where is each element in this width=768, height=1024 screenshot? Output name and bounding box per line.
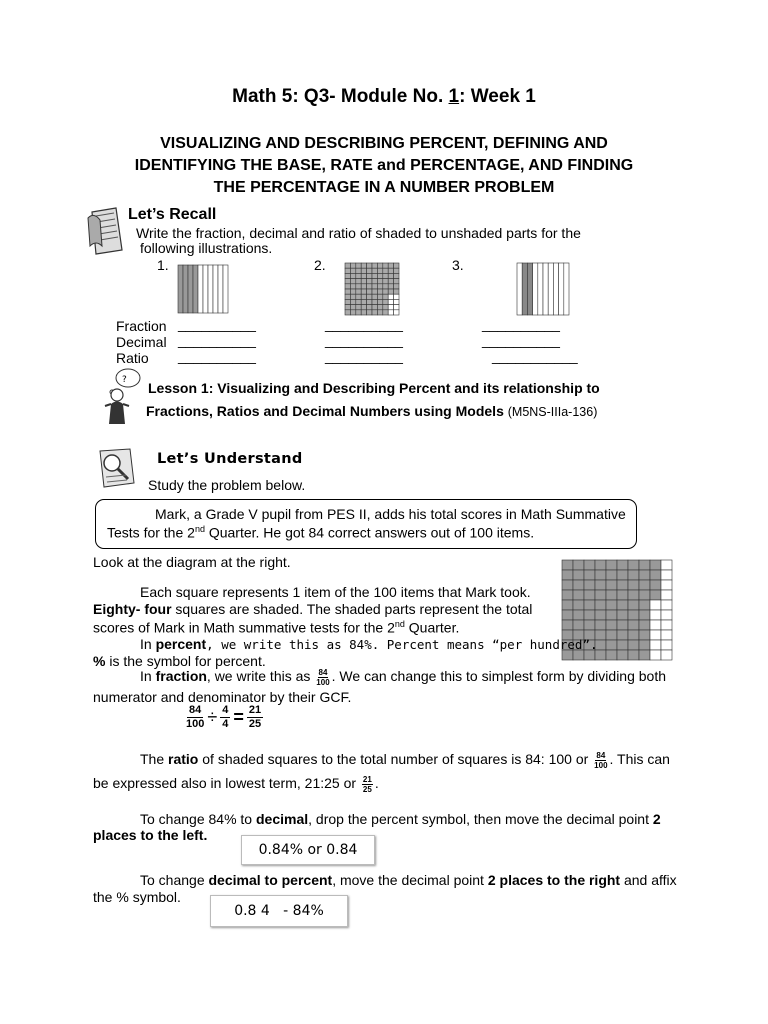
hundred-grid-cell — [639, 630, 650, 640]
hundred-grid-cell — [584, 620, 595, 630]
grid-cell — [394, 289, 399, 294]
hundred-grid-cell — [661, 620, 672, 630]
hundred-grid-cell — [584, 560, 595, 570]
grid-cell — [350, 289, 355, 294]
hundred-grid-cell — [606, 640, 617, 650]
hundred-grid-cell — [661, 610, 672, 620]
strip-cell — [188, 265, 193, 313]
grid-cell — [383, 284, 388, 289]
illustration-label-3: 3. — [452, 257, 464, 273]
hundred-grid-cell — [617, 590, 628, 600]
grid-cell — [350, 268, 355, 273]
hundred-grid-cell — [573, 600, 584, 610]
illustration-label-2: 2. — [314, 257, 326, 273]
paragraph-gcf: numerator and denominator by their GCF. — [93, 689, 352, 705]
grid-cell — [394, 294, 399, 299]
recall-heading: Let’s Recall — [128, 206, 217, 223]
grid-cell — [350, 305, 355, 310]
grid-cell — [356, 310, 361, 315]
strip-cell — [178, 265, 183, 313]
hundred-grid-cell — [628, 600, 639, 610]
hundred-grid-cell — [650, 590, 661, 600]
strip-cell — [527, 263, 532, 315]
grid-cell — [383, 294, 388, 299]
grid-cell — [356, 299, 361, 304]
hundred-grid-cell — [628, 570, 639, 580]
hundred-grid-cell — [584, 580, 595, 590]
hundred-grid-cell — [639, 650, 650, 660]
hundred-grid-cell — [628, 650, 639, 660]
hundred-grid-cell — [606, 580, 617, 590]
lesson-title-line1: Lesson 1: Visualizing and Describing Percent and its relationship to — [148, 380, 600, 396]
hundred-grid-cell — [573, 620, 584, 630]
grid-cell — [394, 279, 399, 284]
answer-blanks-2[interactable]: __________ __________ __________ — [325, 316, 403, 364]
hundred-grid-cell — [628, 610, 639, 620]
hundred-grid-cell — [650, 650, 661, 660]
grid-cell — [356, 268, 361, 273]
grid-cell — [377, 289, 382, 294]
grid-cell — [361, 279, 366, 284]
strip-cell — [538, 263, 543, 315]
paragraph-each-square: Each square represents 1 item of the 100 items that Mark took. — [140, 584, 531, 600]
fraction-label: Fraction — [116, 318, 167, 334]
paragraph-ratio: The ratio of shaded squares to the total number of squares is 84: 100 or $\frac{84}{100}$ . This can — [140, 751, 670, 770]
grid-cell — [367, 305, 372, 310]
page-title: Math 5: Q3- Module No. 1: Week 1 — [232, 86, 536, 107]
recall-instruction-cont: following illustrations. — [140, 240, 273, 256]
grid-cell — [383, 263, 388, 268]
grid-cell — [350, 279, 355, 284]
hundred-grid-cell — [617, 610, 628, 620]
hundred-grid-cell — [650, 580, 661, 590]
hundred-grid-cell — [617, 620, 628, 630]
hundred-grid-cell — [617, 600, 628, 610]
gcf-equation: $\frac{84}{100}$ ÷ $\frac{4}{4}$ = $\frac{21}{25}$ — [186, 704, 262, 730]
grid-cell — [361, 294, 366, 299]
strip-cell — [564, 263, 569, 315]
grid-cell — [350, 263, 355, 268]
hundred-grid-cell — [595, 590, 606, 600]
percent-example-image: 0.8 4 - 84% — [210, 895, 348, 927]
hundred-grid-cell — [650, 560, 661, 570]
strip-cell — [213, 265, 218, 313]
grid-cell — [361, 289, 366, 294]
grid-cell — [361, 305, 366, 310]
hundred-grid-cell — [617, 630, 628, 640]
paragraph-eighty-four: Eighty- four squares are shaded. The shaded parts represent the total — [93, 601, 533, 617]
grid-cell — [350, 273, 355, 278]
recall-instruction: Write the fraction, decimal and ratio of shaded to unshaded parts for the — [136, 225, 581, 241]
hundred-grid-cell — [639, 610, 650, 620]
grid-cell — [345, 263, 350, 268]
lesson-title-line2: Fractions, Ratios and Decimal Numbers using Models (M5NS-IIIa-136) — [146, 403, 598, 419]
hundred-grid-cell — [617, 640, 628, 650]
grid-cell — [345, 305, 350, 310]
grid-cell — [361, 268, 366, 273]
paragraph-affix-symbol: the % symbol. — [93, 889, 181, 905]
strip-cell — [203, 265, 208, 313]
grid-cell — [394, 273, 399, 278]
strip-cell — [223, 265, 228, 313]
grid-cell — [356, 284, 361, 289]
strip-cell — [522, 263, 527, 315]
grid-cell — [367, 263, 372, 268]
grid-cell — [372, 279, 377, 284]
grid-cell — [388, 273, 393, 278]
grid-cell — [377, 263, 382, 268]
grid-cell — [356, 279, 361, 284]
paragraph-fraction: In fraction, we write this as $\frac{84}{100}$ . We can change this to simplest form by dividing both — [140, 668, 667, 687]
grid-cell — [356, 273, 361, 278]
hundred-grid-cell — [606, 600, 617, 610]
grid-cell — [377, 294, 382, 299]
hundred-grid-cell — [573, 570, 584, 580]
grid-cell — [372, 273, 377, 278]
grid-cell — [377, 310, 382, 315]
hundred-grid-cell — [628, 640, 639, 650]
strip-cell — [553, 263, 558, 315]
hundred-grid-cell — [595, 610, 606, 620]
hundred-grid-cell — [573, 580, 584, 590]
strip-cell — [218, 265, 223, 313]
grid-cell — [345, 284, 350, 289]
hundred-grid-cell — [606, 570, 617, 580]
ratio-label: Ratio — [116, 350, 149, 366]
hundred-grid-cell — [606, 590, 617, 600]
thinking-student-icon — [100, 366, 144, 424]
grid-cell — [377, 299, 382, 304]
grid-cell — [383, 268, 388, 273]
understand-notes-icon — [96, 447, 140, 491]
grid-cell — [372, 294, 377, 299]
grid-cell — [388, 268, 393, 273]
grid-cell — [350, 294, 355, 299]
hundred-grid-cell — [661, 600, 672, 610]
grid-cell — [394, 268, 399, 273]
hundred-grid-cell — [661, 570, 672, 580]
grid-cell — [372, 268, 377, 273]
grid-cell — [345, 279, 350, 284]
hundred-grid-cell — [562, 620, 573, 630]
hundred-grid-cell — [650, 620, 661, 630]
paragraph-places-left: places to the left. — [93, 827, 208, 843]
strip-cell — [183, 265, 188, 313]
problem-text-line2: Tests for the 2nd Quarter. He got 84 correct answers out of 100 items. — [107, 524, 535, 541]
grid-cell — [394, 305, 399, 310]
strip-cell — [548, 263, 553, 315]
grid-cell — [361, 273, 366, 278]
decimal-example-image: 0.84% or 0.84 — [241, 835, 375, 865]
illustration-label-1: 1. — [157, 257, 169, 273]
hundred-grid-cell — [606, 630, 617, 640]
hundred-grid-cell — [628, 630, 639, 640]
hundred-grid-cell — [584, 600, 595, 610]
hundred-grid-cell — [639, 570, 650, 580]
paragraph-percent: In percent, we write this as 84%. Percent means “per hundred”. — [140, 636, 598, 652]
grid-cell — [394, 299, 399, 304]
grid-cell — [345, 289, 350, 294]
hundred-grid-cell — [628, 590, 639, 600]
hundred-grid-cell — [650, 640, 661, 650]
strip-cell — [559, 263, 564, 315]
illustration-1-strips — [177, 264, 229, 314]
grid-cell — [377, 284, 382, 289]
hundred-grid-cell — [562, 580, 573, 590]
paragraph-lowest-term: be expressed also in lowest term, 21:25 or $\frac{21}{25}$ . — [93, 775, 379, 794]
grid-cell — [383, 299, 388, 304]
grid-cell — [367, 273, 372, 278]
understand-heading: Let’s Understand — [157, 451, 303, 467]
grid-cell — [388, 305, 393, 310]
svg-text:?: ? — [122, 375, 127, 385]
grid-cell — [383, 305, 388, 310]
hundred-grid-cell — [606, 560, 617, 570]
look-diagram-text: Look at the diagram at the right. — [93, 554, 291, 570]
grid-cell — [372, 299, 377, 304]
hundred-grid-cell — [639, 590, 650, 600]
hundred-grid-cell — [661, 640, 672, 650]
grid-cell — [367, 279, 372, 284]
hundred-grid-cell — [562, 590, 573, 600]
grid-cell — [394, 310, 399, 315]
hundred-grid-cell — [617, 650, 628, 660]
illustration-2-grid — [344, 262, 400, 316]
hundred-grid-cell — [650, 630, 661, 640]
hundred-grid-cell — [562, 600, 573, 610]
grid-cell — [361, 263, 366, 268]
hundred-grid-cell — [617, 580, 628, 590]
paragraph-percent-symbol: % is the symbol for percent. — [93, 653, 266, 669]
hundred-grid-cell — [573, 560, 584, 570]
hundred-grid-cell — [573, 590, 584, 600]
hundred-grid-cell — [650, 570, 661, 580]
hundred-grid-cell — [617, 570, 628, 580]
hundred-grid-cell — [595, 620, 606, 630]
hundred-grid-cell — [661, 590, 672, 600]
hundred-grid-cell — [584, 590, 595, 600]
grid-cell — [345, 294, 350, 299]
paragraph-to-decimal: To change 84% to decimal, drop the percent symbol, then move the decimal point 2 — [140, 811, 661, 827]
hundred-grid-cell — [562, 560, 573, 570]
hundred-grid-cell — [639, 640, 650, 650]
grid-cell — [345, 273, 350, 278]
answer-row-labels — [116, 318, 167, 366]
grid-cell — [361, 284, 366, 289]
illustration-3-strips — [516, 262, 570, 316]
grid-cell — [367, 289, 372, 294]
grid-cell — [356, 289, 361, 294]
hundred-grid-cell — [639, 620, 650, 630]
grid-cell — [383, 310, 388, 315]
ratio-fraction-84-100: $\frac{84}{100}$ — [594, 751, 608, 770]
answer-blanks-3[interactable]: __________ __________ ___________ — [482, 316, 578, 364]
strip-cell — [193, 265, 198, 313]
grid-cell — [367, 268, 372, 273]
grid-cell — [388, 294, 393, 299]
grid-cell — [383, 279, 388, 284]
hundred-grid-cell — [595, 560, 606, 570]
decimal-label: Decimal — [116, 334, 167, 350]
grid-cell — [361, 310, 366, 315]
hundred-grid-cell — [661, 650, 672, 660]
problem-text-line1: Mark, a Grade V pupil from PES II, adds his total scores in Math Summative — [155, 506, 626, 522]
grid-cell — [377, 279, 382, 284]
paragraph-total-scores: scores of Mark in Math summative tests for the 2nd Quarter. — [93, 619, 460, 636]
grid-cell — [394, 263, 399, 268]
grid-cell — [372, 284, 377, 289]
grid-cell — [388, 289, 393, 294]
hundred-grid-cell — [628, 580, 639, 590]
grid-cell — [372, 305, 377, 310]
strip-cell — [208, 265, 213, 313]
grid-cell — [350, 299, 355, 304]
grid-cell — [361, 299, 366, 304]
hundred-grid-cell — [595, 580, 606, 590]
grid-cell — [372, 310, 377, 315]
grid-cell — [377, 268, 382, 273]
hundred-grid-cell — [562, 570, 573, 580]
strip-cell — [543, 263, 548, 315]
hundred-grid-cell — [584, 570, 595, 580]
grid-cell — [388, 263, 393, 268]
grid-cell — [383, 289, 388, 294]
grid-cell — [388, 284, 393, 289]
grid-cell — [356, 305, 361, 310]
grid-cell — [350, 310, 355, 315]
lesson-subtitle: VISUALIZING AND DESCRIBING PERCENT, DEFINING AND IDENTIFYING THE BASE, RATE and PERCENTAGE, AND FINDING THE PERCENTAGE IN A NUMBER PROBLEM — [134, 135, 634, 196]
answer-blanks-1[interactable]: __________ __________ __________ — [178, 316, 256, 364]
grid-cell — [367, 294, 372, 299]
hundred-grid-cell — [606, 610, 617, 620]
hundred-grid-cell — [661, 630, 672, 640]
hundred-grid-cell — [617, 560, 628, 570]
grid-cell — [388, 279, 393, 284]
grid-cell — [367, 284, 372, 289]
recall-notes-icon — [86, 206, 128, 256]
grid-cell — [383, 273, 388, 278]
hundred-grid-cell — [584, 610, 595, 620]
hundred-grid-cell — [661, 560, 672, 570]
hundred-grid-cell — [606, 650, 617, 660]
hundred-grid-cell — [606, 620, 617, 630]
grid-cell — [372, 289, 377, 294]
strip-cell — [517, 263, 522, 315]
grid-cell — [388, 310, 393, 315]
hundred-grid-cell — [639, 580, 650, 590]
hundred-grid-cell — [661, 580, 672, 590]
grid-cell — [377, 305, 382, 310]
ratio-fraction-21-25: $\frac{21}{25}$ — [362, 775, 372, 794]
grid-cell — [367, 310, 372, 315]
grid-cell — [345, 310, 350, 315]
hundred-grid-cell — [573, 610, 584, 620]
grid-cell — [345, 268, 350, 273]
hundred-grid-cell — [650, 600, 661, 610]
hundred-grid-cell — [562, 610, 573, 620]
grid-cell — [345, 299, 350, 304]
grid-cell — [367, 299, 372, 304]
strip-cell — [198, 265, 203, 313]
study-instruction: Study the problem below. — [148, 477, 306, 493]
grid-cell — [377, 273, 382, 278]
fraction-84-100: $\frac{84}{100}$ — [316, 668, 330, 687]
grid-cell — [394, 284, 399, 289]
hundred-grid-cell — [628, 620, 639, 630]
hundred-grid-cell — [595, 570, 606, 580]
strip-cell — [533, 263, 538, 315]
hundred-grid-cell — [595, 600, 606, 610]
grid-cell — [372, 263, 377, 268]
grid-cell — [388, 299, 393, 304]
hundred-grid-cell — [650, 610, 661, 620]
hundred-grid-cell — [639, 600, 650, 610]
grid-cell — [350, 284, 355, 289]
hundred-grid-cell — [639, 560, 650, 570]
grid-cell — [356, 263, 361, 268]
hundred-grid-cell — [628, 560, 639, 570]
grid-cell — [356, 294, 361, 299]
paragraph-to-percent: To change decimal to percent, move the decimal point 2 places to the right and affix — [140, 872, 677, 888]
